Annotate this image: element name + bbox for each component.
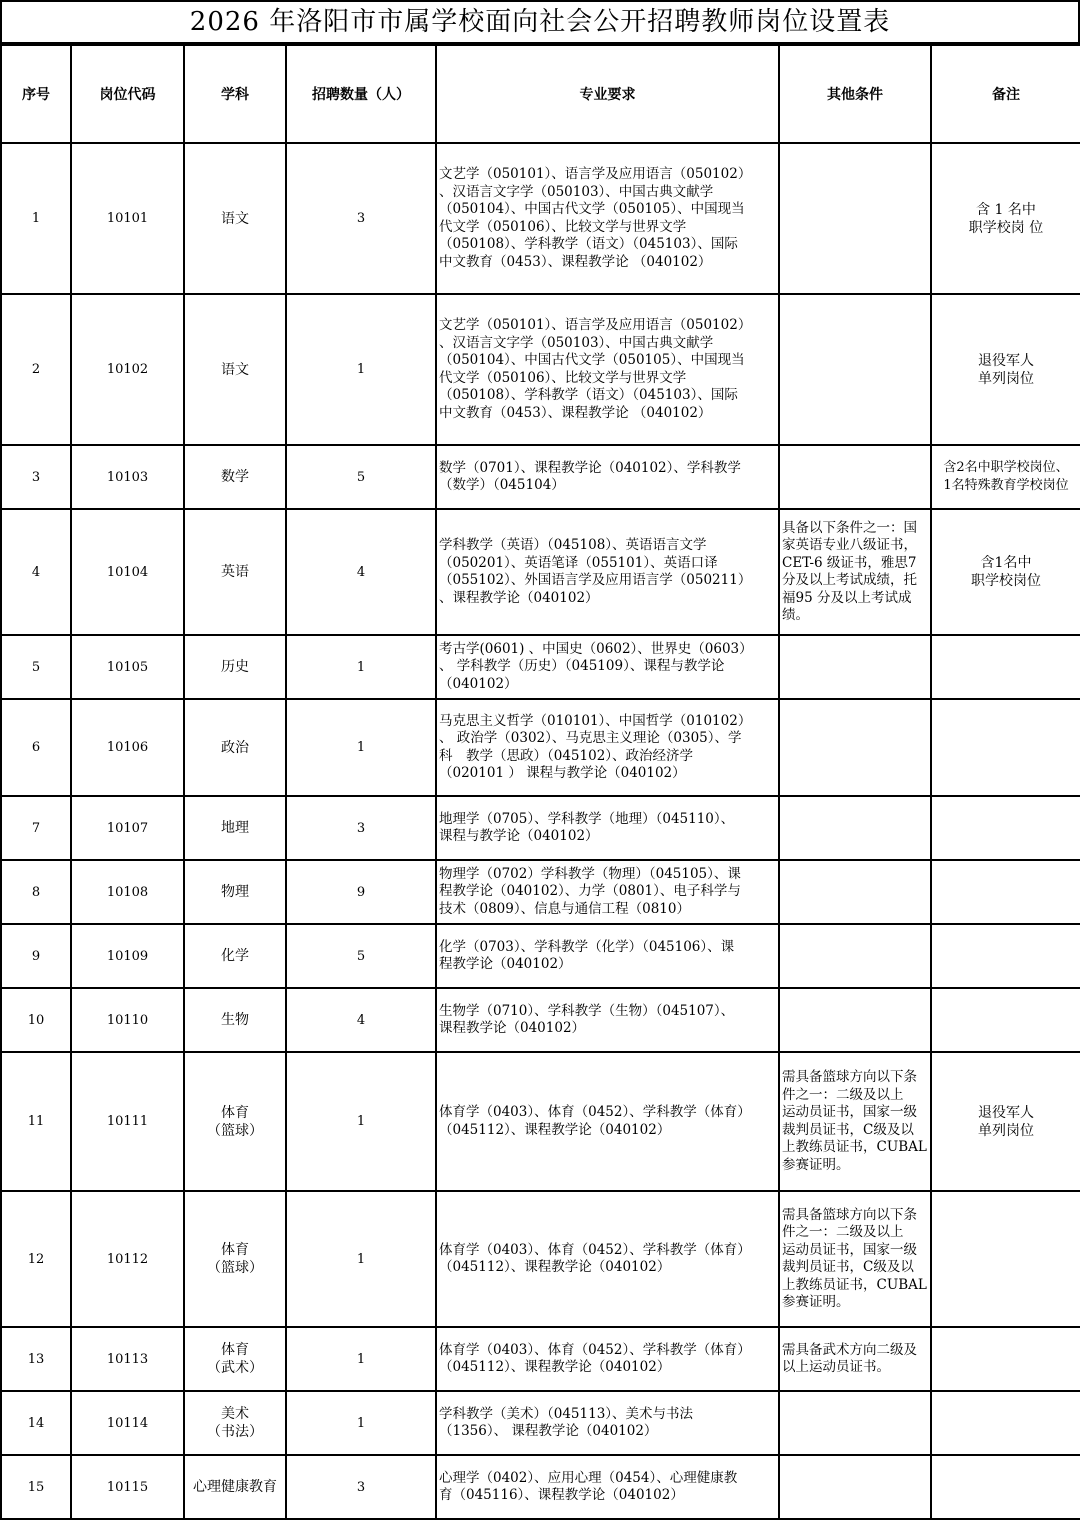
cell-subject: 地理 — [184, 796, 286, 860]
cell-count: 1 — [286, 294, 436, 445]
cell-other — [779, 699, 931, 796]
cell-count: 1 — [286, 1327, 436, 1391]
cell-remark: 含 1 名中 职学校岗 位 — [931, 143, 1080, 294]
cell-subject: 美术 （书法） — [184, 1391, 286, 1455]
cell-other — [779, 1391, 931, 1455]
header-major: 专业要求 — [436, 45, 779, 143]
table-row — [1, 294, 1080, 445]
cell-remark — [931, 1391, 1080, 1455]
cell-remark: 含2名中职学校岗位、 1名特殊教育学校岗位 — [931, 445, 1080, 509]
cell-code: 10107 — [71, 796, 184, 860]
cell-major: 学科教学（美术）（045113）、美术与书法 （1356）、 课程教学论（040102） — [436, 1391, 779, 1455]
cell-subject: 生物 — [184, 988, 286, 1052]
cell-code: 10113 — [71, 1327, 184, 1391]
table-row — [1, 143, 1080, 294]
cell-major: 文艺学（050101）、语言学及应用语言（050102） 、汉语言文字学（050103）、中国古典文献学 （050104）、中国古代文学（050105）、中国现当 代文学（050106）、比较文学与世界文学 （050108）、学科教学（语文）（045103）、国际 中文教育（0453）、课程教学论 （040102） — [436, 143, 779, 294]
cell-seq: 15 — [1, 1455, 71, 1519]
cell-count: 1 — [286, 1391, 436, 1455]
header-code: 岗位代码 — [71, 45, 184, 143]
cell-remark: 退役军人 单列岗位 — [931, 1052, 1080, 1191]
cell-seq: 5 — [1, 635, 71, 699]
cell-major: 考古学(0601) 、中国史（0602）、世界史（0603） 、 学科教学（历史）（045109）、课程与教学论 （040102） — [436, 635, 779, 699]
cell-seq: 6 — [1, 699, 71, 796]
table-row — [1, 860, 1080, 924]
header-row — [1, 45, 1080, 143]
cell-code: 10106 — [71, 699, 184, 796]
table-row — [1, 924, 1080, 988]
table-row — [1, 1191, 1080, 1327]
header-other: 其他条件 — [779, 45, 931, 143]
table-row — [1, 635, 1080, 699]
cell-subject: 数学 — [184, 445, 286, 509]
cell-code: 10102 — [71, 294, 184, 445]
table-row — [1, 699, 1080, 796]
header-count: 招聘数量（人） — [286, 45, 436, 143]
cell-remark — [931, 635, 1080, 699]
cell-other — [779, 796, 931, 860]
cell-count: 1 — [286, 699, 436, 796]
cell-remark — [931, 1455, 1080, 1519]
cell-count: 3 — [286, 1455, 436, 1519]
header-subject: 学科 — [184, 45, 286, 143]
table-row — [1, 1391, 1080, 1455]
cell-major: 体育学（0403）、体育（0452）、学科教学（体育） （045112）、课程教学论（040102） — [436, 1327, 779, 1391]
cell-seq: 2 — [1, 294, 71, 445]
cell-other: 需具备武术方向二级及 以上运动员证书。 — [779, 1327, 931, 1391]
cell-count: 3 — [286, 796, 436, 860]
cell-seq: 13 — [1, 1327, 71, 1391]
cell-remark: 退役军人 单列岗位 — [931, 294, 1080, 445]
cell-other — [779, 635, 931, 699]
cell-code: 10112 — [71, 1191, 184, 1327]
positions-table — [0, 44, 1080, 1520]
cell-subject: 语文 — [184, 294, 286, 445]
cell-count: 4 — [286, 509, 436, 635]
table-row — [1, 509, 1080, 635]
table-row — [1, 988, 1080, 1052]
cell-remark — [931, 860, 1080, 924]
cell-seq: 8 — [1, 860, 71, 924]
cell-other: 具备以下条件之一：国 家英语专业八级证书， CET-6 级证书，雅思7 分及以上考试成绩，托 福95 分及以上考试成 绩。 — [779, 509, 931, 635]
cell-subject: 化学 — [184, 924, 286, 988]
table-row — [1, 1327, 1080, 1391]
cell-count: 9 — [286, 860, 436, 924]
cell-code: 10111 — [71, 1052, 184, 1191]
cell-other: 需具备篮球方向以下条 件之一：二级及以上 运动员证书，国家一级 裁判员证书，C级及以 上教练员证书，CUBAL 参赛证明。 — [779, 1052, 931, 1191]
table-row — [1, 1455, 1080, 1519]
cell-remark — [931, 924, 1080, 988]
header-remark: 备注 — [931, 45, 1080, 143]
table-row — [1, 445, 1080, 509]
cell-remark — [931, 1327, 1080, 1391]
cell-remark — [931, 1191, 1080, 1327]
cell-major: 马克思主义哲学（010101）、中国哲学（010102） 、 政治学（0302）、马克思主义理论（0305）、学 科 教学（思政）（045102）、政治经济学 （020101 ） 课程与教学论（040102） — [436, 699, 779, 796]
cell-count: 1 — [286, 1052, 436, 1191]
cell-subject: 体育 （篮球） — [184, 1191, 286, 1327]
cell-seq: 3 — [1, 445, 71, 509]
cell-major: 文艺学（050101）、语言学及应用语言（050102） 、汉语言文字学（050103）、中国古典文献学 （050104）、中国古代文学（050105）、中国现当 代文学（050106）、比较文学与世界文学 （050108）、学科教学（语文）（045103）、国际 中文教育（0453）、课程教学论 （040102） — [436, 294, 779, 445]
cell-major: 地理学（0705）、学科教学（地理）（045110）、 课程与教学论（040102） — [436, 796, 779, 860]
cell-subject: 历史 — [184, 635, 286, 699]
cell-subject: 语文 — [184, 143, 286, 294]
header-seq: 序号 — [1, 45, 71, 143]
cell-other — [779, 924, 931, 988]
cell-subject: 英语 — [184, 509, 286, 635]
cell-count: 3 — [286, 143, 436, 294]
cell-seq: 10 — [1, 988, 71, 1052]
cell-code: 10105 — [71, 635, 184, 699]
cell-major: 学科教学（英语）（045108）、英语语言文学 （050201）、英语笔译（055101）、英语口译 （055102）、外国语言学及应用语言学（050211） 、课程教学论（040102） — [436, 509, 779, 635]
cell-remark — [931, 796, 1080, 860]
cell-other — [779, 1455, 931, 1519]
cell-count: 5 — [286, 924, 436, 988]
cell-seq: 7 — [1, 796, 71, 860]
cell-code: 10108 — [71, 860, 184, 924]
cell-major: 体育学（0403）、体育（0452）、学科教学（体育） （045112）、课程教学论（040102） — [436, 1052, 779, 1191]
cell-code: 10115 — [71, 1455, 184, 1519]
cell-major: 化学（0703）、学科教学（化学）（045106）、课 程教学论（040102） — [436, 924, 779, 988]
cell-code: 10103 — [71, 445, 184, 509]
cell-seq: 1 — [1, 143, 71, 294]
cell-seq: 4 — [1, 509, 71, 635]
table-row — [1, 1052, 1080, 1191]
cell-code: 10104 — [71, 509, 184, 635]
table-title: 2026 年洛阳市市属学校面向社会公开招聘教师岗位设置表 — [0, 0, 1080, 44]
cell-major: 体育学（0403）、体育（0452）、学科教学（体育） （045112）、课程教学论（040102） — [436, 1191, 779, 1327]
table-row — [1, 796, 1080, 860]
cell-major: 物理学（0702）学科教学（物理）（045105）、课 程教学论（040102）、力学（0801）、电子科学与 技术（0809）、信息与通信工程（0810） — [436, 860, 779, 924]
cell-count: 4 — [286, 988, 436, 1052]
cell-code: 10114 — [71, 1391, 184, 1455]
cell-code: 10101 — [71, 143, 184, 294]
cell-remark: 含1名中 职学校岗位 — [931, 509, 1080, 635]
cell-seq: 11 — [1, 1052, 71, 1191]
cell-subject: 心理健康教育 — [184, 1455, 286, 1519]
cell-seq: 12 — [1, 1191, 71, 1327]
cell-other — [779, 988, 931, 1052]
cell-count: 1 — [286, 635, 436, 699]
cell-subject: 政治 — [184, 699, 286, 796]
cell-subject: 体育 （篮球） — [184, 1052, 286, 1191]
cell-subject: 体育 （武术） — [184, 1327, 286, 1391]
cell-seq: 14 — [1, 1391, 71, 1455]
cell-code: 10110 — [71, 988, 184, 1052]
cell-major: 数学（0701）、课程教学论（040102）、学科教学 （数学）（045104） — [436, 445, 779, 509]
cell-count: 1 — [286, 1191, 436, 1327]
cell-other — [779, 860, 931, 924]
cell-other — [779, 143, 931, 294]
cell-remark — [931, 988, 1080, 1052]
cell-major: 心理学（0402）、应用心理（0454）、心理健康教 育（045116）、课程教学论（040102） — [436, 1455, 779, 1519]
cell-count: 5 — [286, 445, 436, 509]
cell-subject: 物理 — [184, 860, 286, 924]
cell-major: 生物学（0710）、学科教学（生物）（045107）、 课程教学论（040102） — [436, 988, 779, 1052]
cell-other — [779, 445, 931, 509]
cell-other — [779, 294, 931, 445]
cell-other: 需具备篮球方向以下条 件之一：二级及以上 运动员证书，国家一级 裁判员证书，C级及以 上教练员证书，CUBAL 参赛证明。 — [779, 1191, 931, 1327]
cell-seq: 9 — [1, 924, 71, 988]
cell-code: 10109 — [71, 924, 184, 988]
cell-remark — [931, 699, 1080, 796]
